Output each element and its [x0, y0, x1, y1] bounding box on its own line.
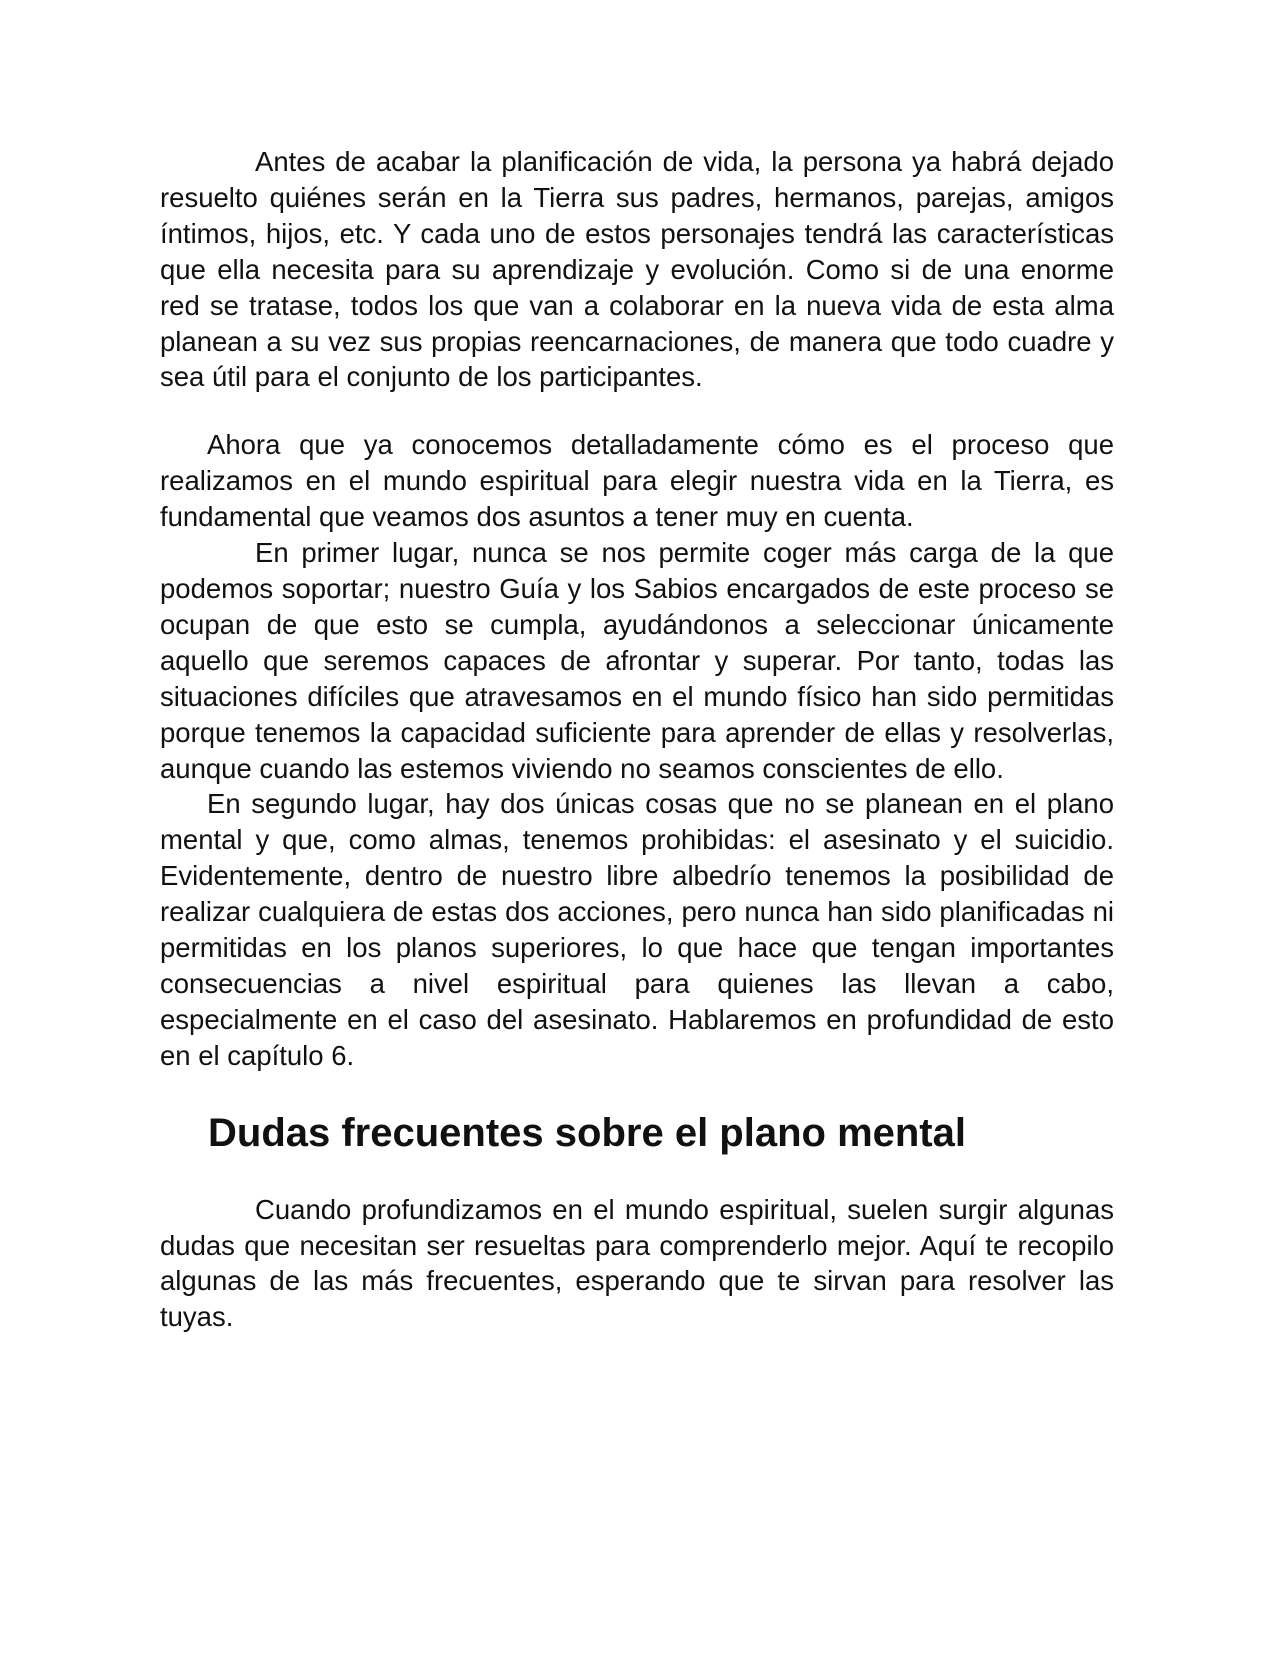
- section-heading: Dudas frecuentes sobre el plano mental: [208, 1110, 966, 1155]
- paragraph-frequent-doubts: Cuando profundizamos en el mundo espiritual, suelen surgir algunas dudas que necesitan ser resueltas para comprenderlo mejor. Aquí te recopilo algunas de las más frecuentes, esperando que te sirvan para resolver las tuyas.: [160, 1193, 1114, 1333]
- paragraph-family-planning: Antes de acabar la planificación de vida, la persona ya habrá dejado resuelto quiénes serán en la Tierra sus padres, hermanos, parejas, amigos íntimos, hijos, etc. Y cada uno de estos personajes tendrá las características que ella necesita para su aprendizaje y evolución. Como si de una enorme red se tratase, todos los que van a colaborar en la nueva vida de esta alma planean a su vez sus propias reencarnaciones, de manera que todo cuadre y sea útil para el conjunto de los participantes.: [160, 146, 1114, 393]
- document-page: [160, 144, 1114, 1335]
- paragraph-first-point: En primer lugar, nunca se nos permite coger más carga de la que podemos soportar; nuestro Guía y los Sabios encargados de este proceso se ocupan de que esto se cumpla, ayudándonos a seleccionar únicamente aquello que seremos capaces de afrontar y superar. Por tanto, todas las situaciones difíciles que atravesamos en el mundo físico han sido permitidas porque tenemos la capacidad suficiente para aprender de ellas y resolverlas, aunque cuando las estemos viviendo no seamos conscientes de ello.: [160, 537, 1114, 784]
- paragraph-second-point: En segundo lugar, hay dos únicas cosas que no se planean en el plano mental y que, como almas, tenemos prohibidas: el asesinato y el suicidio. Evidentemente, dentro de nuestro libre albedrío tenemos la posibilidad de realizar cualquiera de estas dos acciones, pero nunca han sido planificadas ni permitidas en los planos superiores, lo que hace que tengan importantes consecuencias a nivel espiritual para quienes las llevan a cabo, especialmente en el caso del asesinato. Hablaremos en profundidad de esto en el capítulo 6.: [160, 788, 1114, 1071]
- paragraph-two-matters: Ahora que ya conocemos detalladamente cómo es el proceso que realizamos en el mundo espiritual para elegir nuestra vida en la Tierra, es fundamental que veamos dos asuntos a tener muy en cuenta.: [160, 429, 1114, 533]
